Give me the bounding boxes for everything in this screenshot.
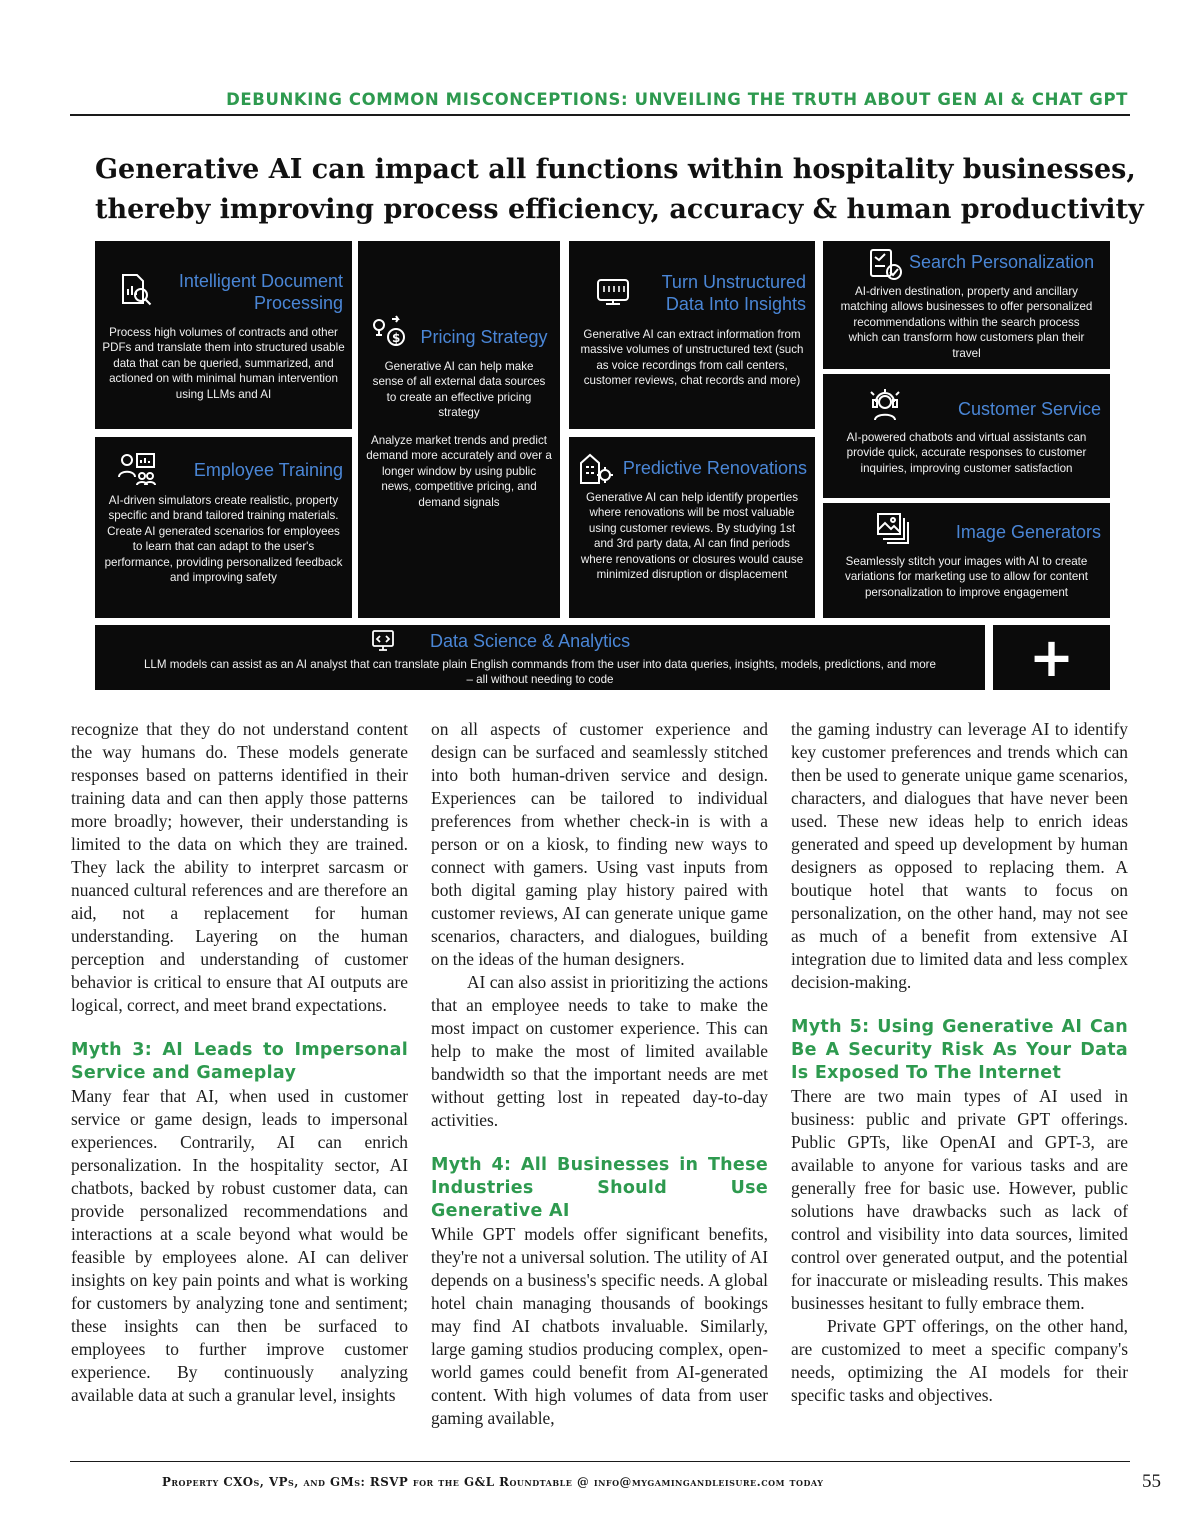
card-title-line1: Turn Unstructured <box>661 272 806 292</box>
card-search-personalization <box>823 241 1110 369</box>
article-column-2 <box>431 718 768 1430</box>
paragraph: There are two main types of AI used in business: public and private GPT offerings. Public GPTs, like OpenAI and GPT-3, are available to anyone for various tasks and are generally free for basic use. However, public solutions have drawbacks such as lack of control and visibility into data sources, limited control over generated output, and the potential for inaccurate or misleading results. This makes businesses hesitant to fully embrace them. <box>791 1086 1128 1313</box>
image-stack-icon <box>875 511 911 545</box>
infographic-title-line2: thereby improving process efficiency, accuracy & human productivity <box>95 194 1144 225</box>
card-title: Customer Service <box>957 399 1101 419</box>
card-body: AI-powered chatbots and virtual assistants can provide quick, accurate responses to customer inquiries, improving customer satisfaction <box>846 431 1087 475</box>
card-image-generators <box>823 503 1110 618</box>
employee-training-icon <box>117 451 157 487</box>
paragraph: While GPT models offer significant benefits, they're not a universal solution. The utility of AI depends on a business's specific needs. A global hotel chain managing thousands of bookings may find AI chatbots invaluable. Similarly, large gaming studios producing complex, open-world games could benefit from AI-generated content. With high volumes of data from user gaming available, <box>431 1224 768 1428</box>
footer-divider <box>70 1461 1130 1462</box>
paragraph: recognize that they do not understand content the way humans do. These models generate responses based on patterns identified in their training data and can then apply those patterns more broadly; however, their understanding is limited to the data on which they are trained. They lack the ability to interpret sarcasm or nuanced cultural references and are therefore an aid, not a replacement for human understanding. Layering on the human perception and understanding of customer behavior is critical to ensure that AI outputs are logical, correct, and meet brand expectations. <box>71 719 408 1015</box>
customer-service-icon <box>867 388 903 422</box>
paragraph: AI can also assist in prioritizing the actions that an employee needs to take to make the most impact on customer experience. This can help to make the most of limited available bandwidth so that the important needs are met without getting lost in repeated day-to-day activities. <box>431 972 768 1130</box>
document-search-icon <box>117 271 153 307</box>
card-title-line2: Processing <box>253 293 343 313</box>
code-window-icon <box>371 629 397 653</box>
card-body: AI-driven destination, property and ancillary matching allows businesses to offer personalized recommendations within the search process which can transform how customers plan their travel <box>840 285 1093 360</box>
paragraph: Many fear that AI, when used in customer service or game design, leads to impersonal experiences. Contrarily, AI can enrich personalization. In the hospitality sector, AI chatbots, backed by robust customer data, can provide personalized recommendations and interactions at a scale beyond what would be feasible by employees alone. AI can deliver insights on key pain points and what is working for customers by analyzing tone and sentiment; these insights can then be surfaced to employees to further improve customer experience. By continuously analyzing available data at such a granular level, insights <box>71 1086 408 1405</box>
paragraph: the gaming industry can leverage AI to identify key customer preferences and trends which can then be used to generate unique game scenarios, characters, and dialogues that have never been used. These new ideas help to enrich ideas generated and speed up development by human designers as opposed to replacing them. A boutique hotel that wants to focus on personalization, on the other hand, may not see as much of a benefit from extensive AI integration due to limited data and less complex decision-making. <box>791 719 1128 992</box>
pricing-strategy-icon <box>370 315 406 347</box>
running-header <box>70 88 1130 116</box>
building-gear-icon <box>578 451 614 485</box>
running-header-title: DEBUNKING COMMON MISCONCEPTIONS: UNVEILING THE TRUTH ABOUT GEN AI & CHAT GPT <box>226 90 1128 109</box>
data-grid-icon <box>595 277 631 307</box>
infographic-title-line1: Generative AI can impact all functions within hospitality businesses, <box>95 154 1136 185</box>
card-title-line2: Data Into Insights <box>665 294 806 314</box>
card-unstructured-data <box>569 241 815 429</box>
page-number: 55 <box>1142 1471 1161 1492</box>
card-customer-service <box>823 374 1110 498</box>
card-title: Image Generators <box>955 522 1101 542</box>
card-title: Search Personalization <box>909 252 1095 272</box>
card-body: Process high volumes of contracts and other PDFs and translate them into structured usable data that can be queried, summarized, and actioned on with minimal human intervention using LLMs and AI <box>102 326 345 401</box>
infographic-title <box>95 150 1144 230</box>
svg-text:$: $ <box>392 331 401 345</box>
card-body-paragraph-1: Generative AI can help make sense of all external data sources to create an effective pricing strategy <box>372 360 546 420</box>
card-body-line1: LLM models can assist as an AI analyst that can translate plain English commands from the user into data queries, insights, models, predictions, and more <box>143 658 936 671</box>
card-title: Data Science & Analytics <box>430 631 631 651</box>
card-body: Generative AI can extract information from massive volumes of unstructured text (such as voice recordings from call centers, customer reviews, chat records and more) <box>580 328 804 388</box>
card-title: Employee Training <box>193 460 343 480</box>
card-employee-training <box>95 437 352 618</box>
article-column-3 <box>791 718 1128 1407</box>
myth-4-heading: Myth 4: All Businesses in These Industries Should Use Generative AI <box>431 1155 768 1221</box>
card-body-line2: – all without needing to code <box>466 673 614 687</box>
article-column-1 <box>71 718 408 1407</box>
card-body: Generative AI can help identify properties where renovations will be most valuable using customer reviews. By studying 1st and 3rd party data, AI can find periods where renovations or closures would cause minimized disruption or displacement <box>580 491 804 582</box>
travel-checklist-icon <box>867 247 903 281</box>
paragraph: on all aspects of customer experience and design can be surfaced and seamlessly stitched into both human-driven service and design. Experiences can be tailored to individual preferences from whether check-in is with a person or on a kiosk, to finding new ways to connect with gamers. Using vast inputs from both digital gaming play history paired with customer reviews, AI can generate unique game scenarios, characters, and dialogues, building on the ideas of the human designers. <box>431 719 768 969</box>
card-body: AI-driven simulators create realistic, property specific and brand tailored training materials. Create AI generated scenarios for employees to learn that can adapt to the user's performance, providing personalized feedback and improving safety <box>104 494 343 585</box>
myth-5-heading: Myth 5: Using Generative AI Can Be A Security Risk As Your Data Is Exposed To The Internet <box>791 1017 1128 1083</box>
card-title: Pricing Strategy <box>420 327 548 347</box>
card-title <box>165 270 343 314</box>
card-title: Predictive Renovations <box>622 458 807 478</box>
card-predictive-renovations <box>569 437 815 618</box>
myth-3-heading: Myth 3: AI Leads to Impersonal Service and Gameplay <box>71 1040 408 1083</box>
card-body-paragraph-2: Analyze market trends and predict demand more accurately and over a longer window by using public news, competitive pricing, and demand signals <box>366 434 552 509</box>
card-body: Seamlessly stitch your images with AI to create variations for marketing use to allow for content personalization to improve engagement <box>845 555 1088 599</box>
card-pricing-strategy <box>358 241 560 618</box>
card-title <box>633 271 806 315</box>
plus-icon: + <box>993 625 1110 690</box>
card-title-line1: Intelligent Document <box>178 271 343 291</box>
card-data-science-analytics <box>95 625 985 690</box>
card-intelligent-document-processing <box>95 241 352 429</box>
card-body <box>95 657 985 688</box>
footer-promo-text: Property CXOs, VPs, and GMs: RSVP for the G&L Roundtable @ info@mygamingandleisure.com today <box>162 1475 824 1489</box>
paragraph: Private GPT offerings, on the other hand, are customized to meet a specific company's needs, optimizing the AI models for their specific tasks and objectives. <box>791 1316 1128 1405</box>
